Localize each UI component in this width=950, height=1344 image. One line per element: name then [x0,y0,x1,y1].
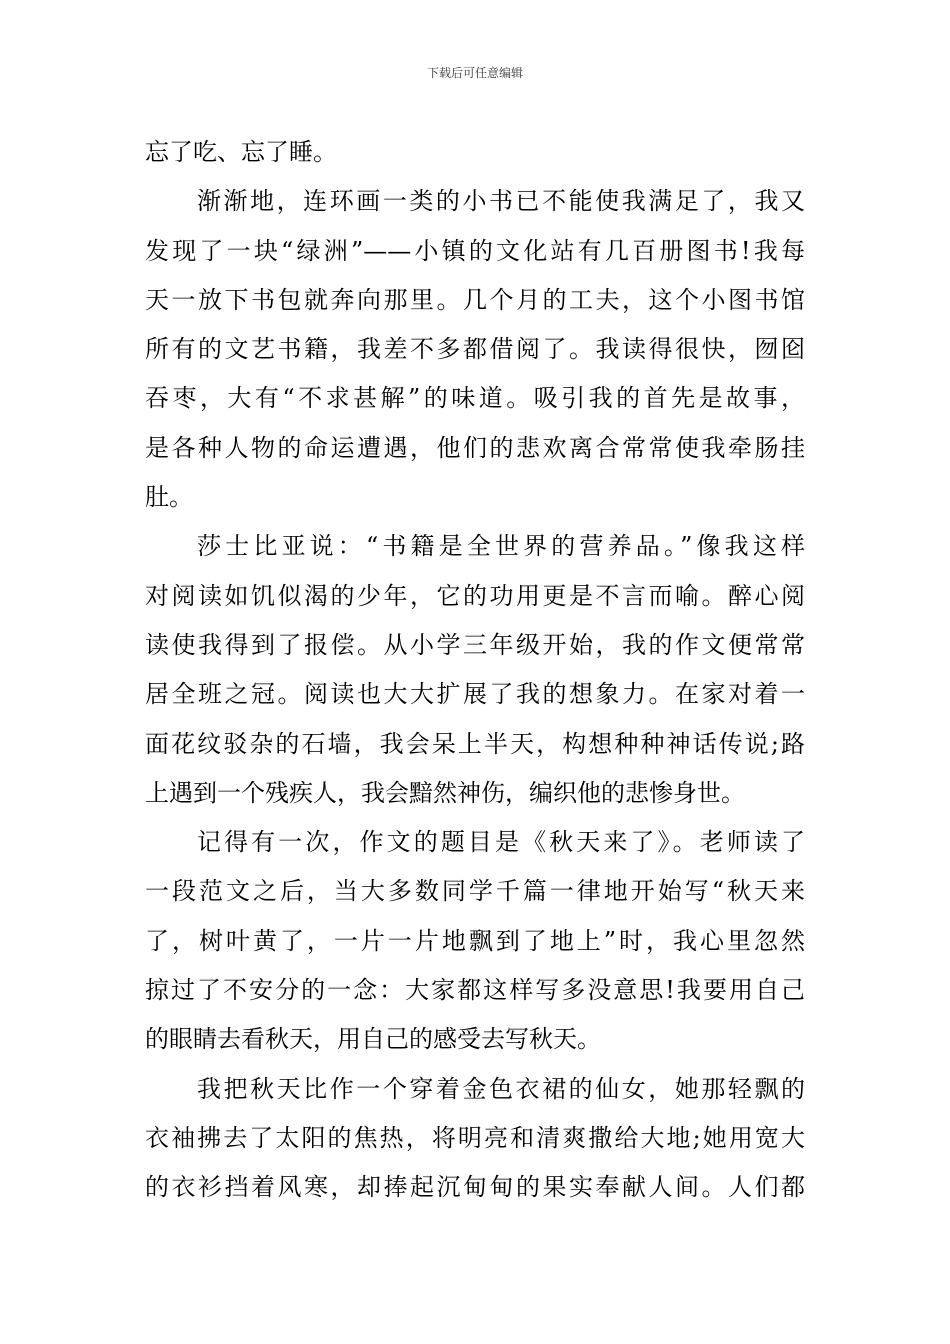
text-line: 是各种人物的命运遭遇，他们的悲欢离合常常使我牵肠挂 [145,433,805,462]
text-line: 渐渐地，连环画一类的小书已不能使我满足了，我又 [197,187,805,216]
text-line: 上遇到一个残疾人，我会黯然神伤，编织他的悲惨身世。 [145,778,745,807]
text-line: 掠过了不安分的一念：大家都这样写多没意思!我要用自己 [145,976,805,1005]
text-line: 读使我得到了报偿。从小学三年级开始，我的作文便常常 [145,630,805,659]
document-body [145,128,805,1213]
text-line: 了，树叶黄了，一片一片地飘到了地上”时，我心里忽然 [145,926,805,955]
text-line: 忘了吃、忘了睡。 [145,138,337,166]
text-line: 所有的文艺书籍，我差不多都借阅了。我读得很快，囫囵 [145,335,805,364]
text-line: 一段范文之后，当大多数同学千篇一律地开始写“秋天来 [145,877,805,906]
text-line: 衣袖拂去了太阳的焦热，将明亮和清爽撒给大地;她用宽大 [145,1123,805,1152]
page-header: 下载后可任意编辑 [426,66,523,80]
text-line: 我把秋天比作一个穿着金色衣裙的仙女，她那轻飘的 [197,1074,805,1103]
text-line: 吞枣，大有“不求甚解”的味道。吸引我的首先是故事， [145,384,805,413]
text-line: 对阅读如饥似渴的少年，它的功用更是不言而喻。醉心阅 [145,581,805,610]
text-line: 居全班之冠。阅读也大大扩展了我的想象力。在家对着一 [145,680,805,709]
text-line: 肚。 [145,483,193,512]
text-line: 记得有一次，作文的题目是《秋天来了》。老师读了 [197,828,805,857]
text-line: 的眼睛去看秋天，用自己的感受去写秋天。 [145,1025,601,1054]
text-line: 面花纹驳杂的石墙，我会呆上半天，构想种种神话传说;路 [145,729,805,758]
text-line: 发现了一块“绿洲”——小镇的文化站有几百册图书!我每 [145,236,805,265]
text-line: 的衣衫挡着风寒，却捧起沉甸甸的果实奉献人间。人们都 [145,1173,805,1202]
text-line: 莎士比亚说：“书籍是全世界的营养品。”像我这样 [197,532,805,561]
text-line: 天一放下书包就奔向那里。几个月的工夫，这个小图书馆 [145,285,805,314]
